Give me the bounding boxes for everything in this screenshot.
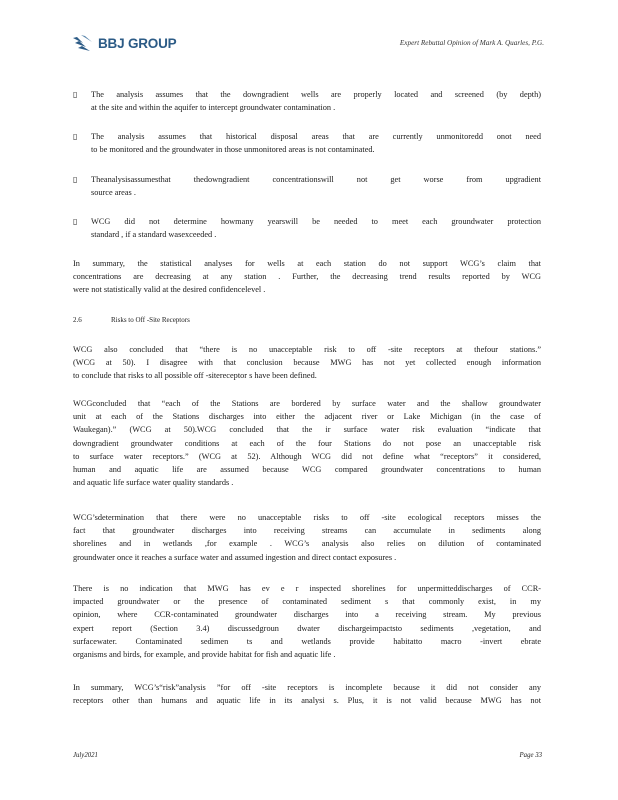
text-line: WCG did not determine howmany yearswill be needed to meet each groundwater protection xyxy=(91,217,541,226)
text-line: There is no indication that MWG has ev e r inspected shorelines for unpermitteddischarges of CCR- xyxy=(73,584,541,593)
paragraph xyxy=(73,343,541,383)
section-number: 2.6 xyxy=(73,316,82,324)
text-line: expert report (Section 3.4) discussedgroun dwater dischargeimpactsto sediments ,vegetation, and xyxy=(73,623,541,633)
bullet-item xyxy=(73,130,541,156)
paragraph-summary xyxy=(73,257,541,297)
text-line: to surface water receptors.” (WCG at 52). Although WCG did not define what “receptors” it considered, xyxy=(73,451,541,461)
company-logo xyxy=(72,34,176,52)
footer-date: July2021 xyxy=(73,752,98,759)
bullet-marker: ▯ xyxy=(73,132,78,141)
text-line: WCG also concluded that “there is no unacceptable risk to off -site receptors at thefour stations.” xyxy=(73,345,541,354)
text-line: source areas . xyxy=(91,188,136,198)
bullet-item xyxy=(73,173,541,199)
text-line: Theanalysisassumesthat thedowngradient concentrationswill not get worse from upgradient xyxy=(91,175,541,184)
text-line: fact that groundwater discharges into receiving streams can accumulate in sediments along xyxy=(73,526,541,536)
text-line: The analysis assumes that the downgradient wells are properly located and screened (by depth) xyxy=(91,90,541,99)
paragraph xyxy=(73,511,541,564)
text-line: (WCG at 50). I disagree with that conclusion because MWG has not yet collected enough information xyxy=(73,358,541,368)
text-line: In summary, WCG’s“risk”analysis ”for off -site receptors is incomplete because it did not consider any xyxy=(73,683,541,692)
text-line: WCGconcluded that “each of the Stations are bordered by surface water and the shallow groundwater xyxy=(73,399,541,408)
document-title: Expert Rebuttal Opinion of Mark A. Quarles, P.G. xyxy=(399,39,544,47)
bullet-marker: ▯ xyxy=(73,217,78,226)
bullet-item xyxy=(73,88,541,114)
text-line: opinion, where CCR-contaminated groundwater discharges into a receiving stream. My previous xyxy=(73,610,541,620)
section-heading xyxy=(73,316,190,324)
logo-text: BBJ GROUP xyxy=(98,35,177,51)
text-line: The analysis assumes that historical disposal areas that are currently unmonitoredd onot need xyxy=(91,132,541,141)
text-line: were not statistically valid at the desired confidencelevel . xyxy=(73,285,266,295)
text-line: groundwater once it reaches a surface water and assumed ingestion and direct contact exposures . xyxy=(73,552,397,562)
text-line: to be monitored and the groundwater in those unmonitored areas is not contaminated. xyxy=(91,145,375,155)
text-line: at the site and within the aquifer to intercept groundwater contamination . xyxy=(91,103,336,113)
paragraph xyxy=(73,397,541,489)
text-line: unit at each of the Stations discharges into either the adjacent river or Lake Michigan (in the case of xyxy=(73,412,541,422)
text-line: surfacewater. Contaminated sedimen ts and wetlands provide habitatto macro -invert ebrate xyxy=(73,636,541,646)
text-line: concentrations are decreasing at any station . Further, the decreasing trend results reported by WCG xyxy=(73,272,541,282)
text-line: impacted groundwater or the presence of contaminated sediment s that commonly exist, in my xyxy=(73,597,541,607)
paragraph xyxy=(73,681,541,707)
bullet-item xyxy=(73,215,541,241)
bbj-swoosh-icon xyxy=(72,34,94,52)
paragraph xyxy=(73,582,541,661)
bullet-marker: ▯ xyxy=(73,175,78,184)
section-title: Risks to Off -Site Receptors xyxy=(111,316,190,324)
text-line: receptors other than humans and aquatic life in its analysi s. Plus, it is not valid because MWG has not xyxy=(73,696,541,706)
text-line: human and aquatic life are assumed because WCG compared groundwater concentrations to human xyxy=(73,465,541,475)
text-line: downgradient groundwater conditions at each of the four Stations do not pose an unacceptable risk xyxy=(73,438,541,448)
text-line: standard , if a standard wasexceeded . xyxy=(91,230,217,240)
text-line: In summary, the statistical analyses for wells at each station do not support WCG’s claim that xyxy=(73,259,541,268)
bullet-marker: ▯ xyxy=(73,90,78,99)
page-number: Page 33 xyxy=(519,752,542,759)
text-line: and aquatic life surface water quality standards . xyxy=(73,478,234,488)
text-line: to conclude that risks to all possible off -sitereceptor s have been defined. xyxy=(73,371,317,381)
text-line: shorelines and in wetlands ,for example . WCG’s analysis also relies on dilution of contaminated xyxy=(73,539,541,549)
text-line: organisms and birds, for example, and provide habitat for fish and aquatic life . xyxy=(73,650,336,660)
text-line: WCG’sdetermination that there were no unacceptable risks to off -site ecological receptors misses the xyxy=(73,513,541,522)
text-line: Waukegan).” (WCG at 50).WCG concluded that the ir surface water risk evaluation “indicate that xyxy=(73,425,541,435)
